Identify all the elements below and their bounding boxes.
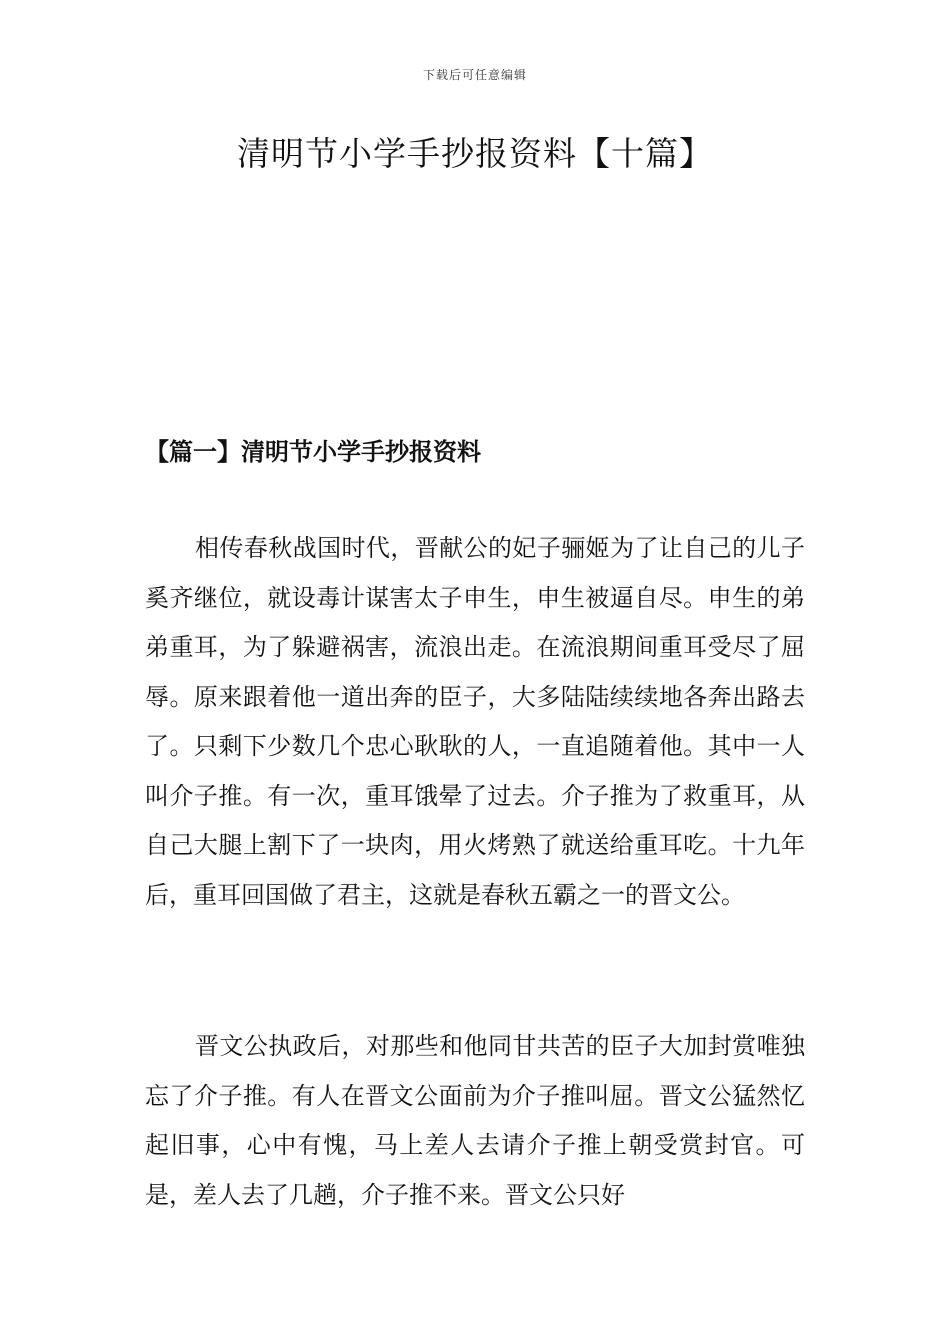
body-paragraph: 相传春秋战国时代，晋献公的妃子骊姬为了让自己的儿子奚齐继位，就设毒计谋害太子申生，申生被逼自尽。申生的弟弟重耳，为了躲避祸害，流浪出走。在流浪期间重耳受尽了屈辱。原来跟着他一道出奔的臣子，大多陆陆续续地各奔出路去了。只剩下少数几个忠心耿耿的人，一直追随着他。其中一人叫介子推。有一次，重耳饿晕了过去。介子推为了救重耳，从自己大腿上割下了一块肉，用火烤熟了就送给重耳吃。十九年后，重耳回国做了君主，这就是春秋五霸之一的晋文公。 [145, 534, 805, 909]
section-heading: 【篇一】清明节小学手抄报资料 [145, 437, 481, 466]
document-title: 清明节小学手抄报资料【十篇】 [237, 134, 713, 173]
body-paragraph: 晋文公执政后，对那些和他同甘共苦的臣子大加封赏唯独忘了介子推。有人在晋文公面前为介子推叫屈。晋文公猛然忆起旧事，心中有愧，马上差人去请介子推上朝受赏封官。可是，差人去了几趟，介子推不来。晋文公只好 [145, 1032, 805, 1209]
header-note: 下载后可任意编辑 [422, 68, 527, 82]
